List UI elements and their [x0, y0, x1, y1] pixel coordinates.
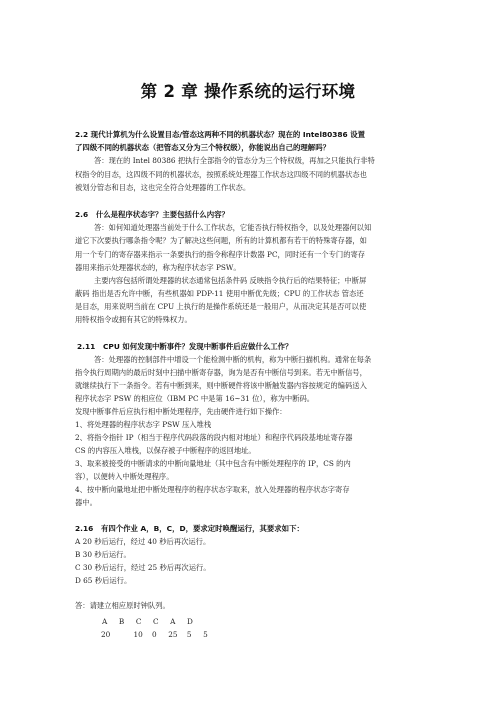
answer-2-6-line-2: 道它下次要执行哪条指令呢？为了解决这些问题，所有的计算机都有若干的特殊寄存器，如: [75, 236, 367, 245]
answer-2-6-line-7: 是目态，用来说明当前在 CPU 上执行的是操作系统还是一般用户，从而决定其是否可以使: [75, 302, 367, 311]
question-2-2-line-1: 2.2 现代计算机为什么设置目态/管态这两种不同的机器状态？现在的 Intel80386 设置: [75, 130, 366, 139]
answer-2-11-line-12: 器中。: [75, 498, 97, 507]
answer-2-6-line-1: 答：如何知道处理器当前处于什么工作状态，它能否执行特权指令，以及处理器何以知: [94, 223, 372, 232]
answer-2-6-line-8: 用特权指令或拥有其它的特殊权力。: [75, 315, 192, 324]
chapter-title: 第 2 章 操作系统的运行环境: [140, 82, 356, 101]
question-number: 2.16: [75, 524, 94, 533]
answer-2-11-line-11: 4、按中断向量地址把中断处理程序的程序状态字取来，放入处理器的程序状态字寄存: [75, 485, 350, 494]
clock-queue-values: 20 10 0 25 5 5: [101, 630, 208, 639]
question-number: 2.11: [77, 342, 96, 351]
question-2-6: 2.6 什么是程序状态字？主要包括什么内容？: [75, 210, 229, 219]
answer-2-11-line-8: CS 的内容压入堆栈，以保存被子中断程序的返回地址。: [75, 446, 256, 455]
answer-2-6-line-3: 用一个专门的寄存器来指示一条要执行的指令称程序计数器 PC，同时还有一个专门的寄存: [75, 250, 366, 259]
answer-2-11-line-5: 发现中断事件后应执行相中断处理程序，先由硬件进行如下操作：: [75, 407, 287, 416]
question-2-11: 2.11 CPU 如何发现中断事件？发现中断事件后应做什么工作？: [77, 342, 293, 351]
answer-2-11-line-9: 3、取来被接受的中断请求的中断向量地址（其中包含有中断处理程序的 IP，CS 的内: [75, 459, 351, 468]
answer-2-6-line-6: 蔽码 指出是否允许中断，有些机器如 PDP-11 使用中断优先级；CPU 的工作状态 管态还: [75, 289, 364, 298]
answer-2-11-line-10: 容），以便转入中断处理程序。: [75, 472, 174, 481]
question-number: 2.6: [75, 210, 89, 219]
answer-2-16-intro: 答：请建立相应原时钟队列。: [75, 601, 170, 610]
job-item-a: A 20 秒后运行，经过 40 秒后再次运行。: [75, 537, 211, 546]
answer-2-11-line-1: 答：处理器的控制部件中增设一个能检测中断的机构，称为中断扫描机构。通常在每条: [94, 355, 372, 364]
question-2-2-line-2: 了四级不同的机器状态（把管态又分为三个特权级），你能说出自己的理解吗？: [75, 143, 330, 152]
answer-2-11-line-4: 程序状态字 PSW 的相应位（IBM PC 中是第 16~31 位），称为中断码。: [75, 394, 315, 403]
answer-2-2-line-3: 被划分管态和目态，这也完全符合处理器的工作状态。: [75, 183, 251, 192]
job-item-d: D 65 秒后运行。: [75, 576, 132, 585]
answer-2-2-line-1: 答：现在的 Intel 80386 把执行全部指令的管态分为三个特权级，再加之只能执行非特: [94, 156, 375, 165]
answer-2-11-line-7: 2、将指令指针 IP（相当于程序代码段落的段内相对地址）和程序代码段基地址寄存器: [75, 433, 353, 442]
question-number: 2.2: [75, 130, 89, 139]
answer-2-11-line-3: 就继续执行下一条指令。若有中断到来，则中断硬件将该中断触发器内容按规定的编码送入: [75, 381, 367, 390]
job-item-b: B 30 秒后运行。: [75, 550, 131, 559]
job-item-c: C 30 秒后运行，经过 25 秒后再次运行。: [75, 563, 211, 572]
clock-queue-labels: A B C C A D: [102, 617, 193, 626]
answer-2-11-line-2: 指令执行周期内的最后时刻中扫描中断寄存器，询为是否有中断信号到来。若无中断信号，: [75, 368, 367, 377]
question-2-16: 2.16 有四个作业 A，B，C，D，要求定时唤醒运行，其要求如下：: [75, 524, 304, 533]
answer-2-2-line-2: 权指令的目态，这四级不同的机器状态，按照系统处理器工作状态这四级不同的机器状态也: [75, 170, 367, 179]
answer-2-6-line-4: 器用来指示处理器状态的，称为程序状态字 PSW。: [75, 263, 241, 272]
answer-2-6-line-5: 主要内容包括所谓处理器的状态通常包括条件码 反映指令执行后的结果特征；中断屏: [94, 276, 367, 285]
answer-2-11-line-6: 1、将处理器的程序状态字 PSW 压入堆栈: [75, 420, 212, 429]
